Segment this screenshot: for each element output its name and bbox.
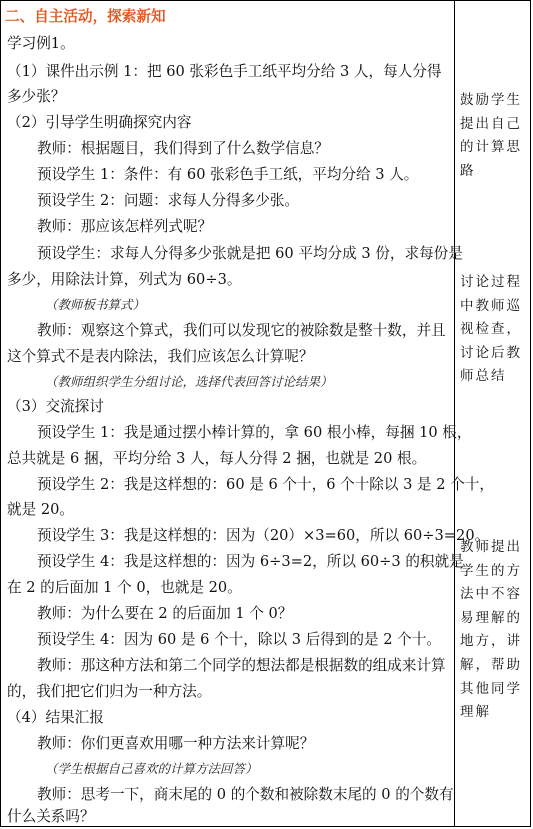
text-line: 预设学生 2：问题：求每人分得多少张。: [37, 192, 300, 209]
text-line: 这个算式不是表内除法，我们应该怎么计算呢？: [7, 348, 314, 365]
text-line: 的，我们把它们归为一种方法。: [7, 683, 212, 700]
side-notes-column: [455, 1, 532, 826]
text-line: 预设学生 1：条件：有 60 张彩色手工纸，平均分给 3 人。: [37, 166, 419, 183]
side-note: [460, 536, 526, 725]
annotation-note: （教师组织学生分组讨论，选择代表回答讨论结果）: [45, 374, 333, 389]
side-note-line: 师总结: [460, 368, 507, 385]
side-note-line: 学生的方: [460, 562, 522, 579]
annotation-note: （教师板书算式）: [45, 297, 146, 312]
side-note-line: 其他同学: [460, 680, 522, 697]
side-note-line: 鼓励学生: [460, 92, 522, 108]
text-line: 就是 20。: [7, 501, 74, 518]
side-note-line: 地方，讲: [460, 633, 522, 650]
text-line: （2）引导学生明确探究内容: [7, 114, 192, 131]
side-note-line: 视检查，: [460, 321, 522, 338]
side-note-line: 的计算思: [460, 139, 522, 156]
side-note-line: 解，帮助: [460, 656, 522, 673]
text-line: 多少张？: [7, 88, 66, 105]
text-line: （1）课件出示例 1：把 60 张彩色手工纸平均分给 3 人，每人分得: [7, 63, 442, 80]
side-note: [460, 271, 526, 389]
text-line: 预设学生 3：我是这样想的：因为（20）×3=60，所以 60÷3=20。: [37, 527, 490, 544]
side-note-line: 路: [460, 162, 476, 179]
section-title: 二、自主活动，探索新知: [5, 8, 166, 25]
text-line: 预设学生 4：因为 60 是 6 个十，除以 3 后得到的是 2 个十。: [37, 631, 441, 648]
text-line: 教师：思考一下，商末尾的 0 的个数和被除数末尾的 0 的个数有: [37, 786, 454, 803]
side-note-line: 讨论过程: [460, 274, 522, 290]
side-note-line: 易理解的: [460, 609, 522, 626]
side-note-line: 提出自己: [460, 115, 522, 132]
text-line: 预设学生 4：我是这样想的：因为 6÷3=2，所以 60÷3 的积就是: [37, 553, 464, 570]
side-note-line: 讨论后教: [460, 344, 522, 361]
side-note-line: 教师提出: [460, 539, 522, 555]
side-note-line: 理解: [460, 704, 491, 721]
text-line: 教师：为什么要在 2 的后面加 1 个 0？: [37, 605, 293, 622]
text-line: 教师：根据题目，我们得到了什么数学信息？: [37, 140, 329, 157]
text-line: 预设学生：求每人分得多少张就是把 60 平均分成 3 份，求每份是: [37, 245, 463, 262]
text-line: 教师：你们更喜欢用哪一种方法来计算呢？: [37, 735, 315, 752]
side-note-line: 中教师巡: [460, 297, 522, 314]
annotation-note: （学生根据自己喜欢的计算方法回答）: [45, 761, 258, 776]
text-line: （3）交流探讨: [7, 398, 104, 415]
text-line: 多少，用除法计算，列式为 60÷3。: [7, 271, 242, 288]
text-line: （4）结果汇报: [7, 709, 104, 726]
text-line: 什么关系吗？: [7, 808, 95, 825]
text-line: 预设学生 2：我是这样想的：60 是 6 个十，6 个十除以 3 是 2 个十，: [37, 476, 494, 493]
text-line: 总共就是 6 捆，平均分给 3 人，每人分得 2 捆，也就是 20 根。: [7, 450, 427, 467]
text-line: 教师：那这种方法和第二个同学的想法都是根据数的组成来计算: [37, 657, 446, 674]
text-line: 教师：那应该怎样列式呢？: [37, 218, 213, 235]
side-note: [460, 89, 526, 183]
text-line: 学习例1。: [7, 35, 75, 52]
text-line: 在 2 的后面加 1 个 0，也就是 20。: [7, 579, 242, 596]
side-note-line: 法中不容: [460, 586, 522, 603]
text-line: 预设学生 1：我是通过摆小棒计算的，拿 60 根小棒，每捆 10 根，: [37, 424, 472, 441]
text-line: 教师：观察这个算式，我们可以发现它的被除数是整十数，并且: [37, 322, 446, 339]
